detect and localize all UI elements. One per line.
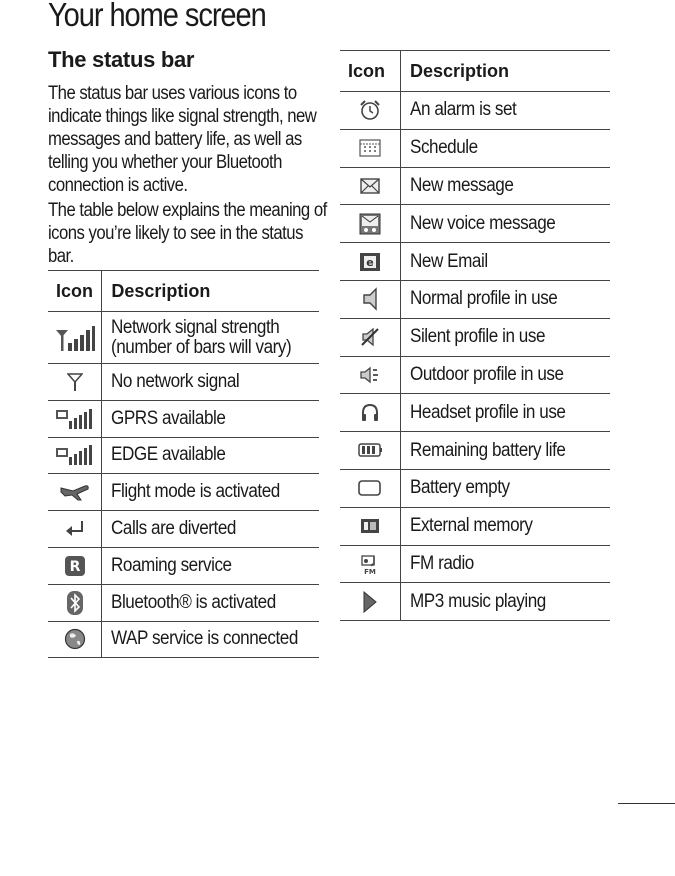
table-row [48,400,319,437]
table-header-row [340,51,610,92]
row-description: Calls are diverted [111,518,237,540]
row-description: Headset profile in use [410,401,566,423]
row-description: Silent profile in use [410,326,546,348]
email-icon [359,252,381,272]
row-description: New voice message [410,212,556,234]
row-description: FM radio [410,552,474,574]
svg-text:e: e [366,255,374,269]
flight-mode-icon [59,482,91,502]
description-column-header: Description [410,60,510,81]
no-signal-icon [67,372,83,392]
row-description: No network signal [111,370,240,392]
row-description: WAP service is connected [111,628,299,650]
table-row [48,474,319,511]
table-row [48,364,319,401]
table-row [48,511,319,548]
table-row [340,243,610,281]
svg-text:FM: FM [364,567,376,575]
row-description: Outdoor profile in use [410,363,564,385]
table-row [340,205,610,243]
wap-icon [64,628,86,650]
gprs-icon [55,408,95,430]
roaming-icon [64,555,86,577]
edge-icon [55,444,95,466]
section-title: The status bar [48,47,195,72]
table-intro-paragraph: The table below explains the meaning of icons you’re likely to see in the status bar. [48,200,327,267]
schedule-icon [359,139,381,157]
table-row [48,437,319,474]
fm-radio-icon [360,553,380,575]
row-description-line: Network signal strength [111,316,280,338]
row-description: Roaming service [111,554,232,576]
silent-profile-icon [360,327,380,347]
table-row [340,318,610,356]
table-row [48,547,319,584]
mp3-playing-icon [362,590,378,614]
status-icons-table-right [340,50,610,621]
voice-message-icon [359,213,381,235]
row-description: Normal profile in use [410,288,558,310]
table-row [48,584,319,621]
table-row [340,280,610,318]
message-icon [360,178,380,194]
table-row [340,583,610,621]
headset-profile-icon [360,403,380,423]
icon-column-header: Icon [48,271,102,312]
page-title: Your home screen [48,0,266,33]
icon-column-header: Icon [340,51,401,92]
table-row [340,469,610,507]
table-row [340,507,610,545]
normal-profile-icon [362,287,378,311]
page-number-rule [618,803,675,804]
row-description: Flight mode is activated [111,481,281,503]
table-row [340,356,610,394]
row-description: An alarm is set [410,99,517,121]
row-description-line: (number of bars will vary) [111,336,292,358]
row-description: Bluetooth® is activated [111,591,277,613]
battery-empty-icon [358,480,382,496]
table-row [48,621,319,658]
alarm-icon [359,99,381,121]
bluetooth-icon [66,590,84,616]
status-icons-table-left [48,270,319,658]
table-row [340,92,610,130]
description-column-header: Description [111,280,211,301]
table-row [340,394,610,432]
table-row [48,312,319,364]
row-description: EDGE available [111,444,226,466]
call-divert-icon [64,520,86,538]
row-description: Battery empty [410,477,510,499]
signal-strength-icon [55,324,95,352]
svg-text:R: R [69,558,81,575]
row-description: MP3 music playing [410,590,546,612]
battery-icon [358,443,382,457]
intro-paragraph: The status bar uses various icons to indicate things like signal strength, new messages and battery life, as well as telling you whether your Bluetooth connection is active. [48,83,317,196]
external-memory-icon [360,518,380,534]
table-row [340,545,610,583]
table-row [340,432,610,470]
row-description: GPRS available [111,407,226,429]
row-description: Remaining battery life [410,439,566,461]
row-description: External memory [410,515,533,537]
table-row [340,129,610,167]
outdoor-profile-icon [359,366,381,384]
row-description: New message [410,174,514,196]
table-header-row [48,271,319,312]
row-description: Schedule [410,137,478,159]
table-row [340,167,610,205]
row-description: New Email [410,250,488,272]
